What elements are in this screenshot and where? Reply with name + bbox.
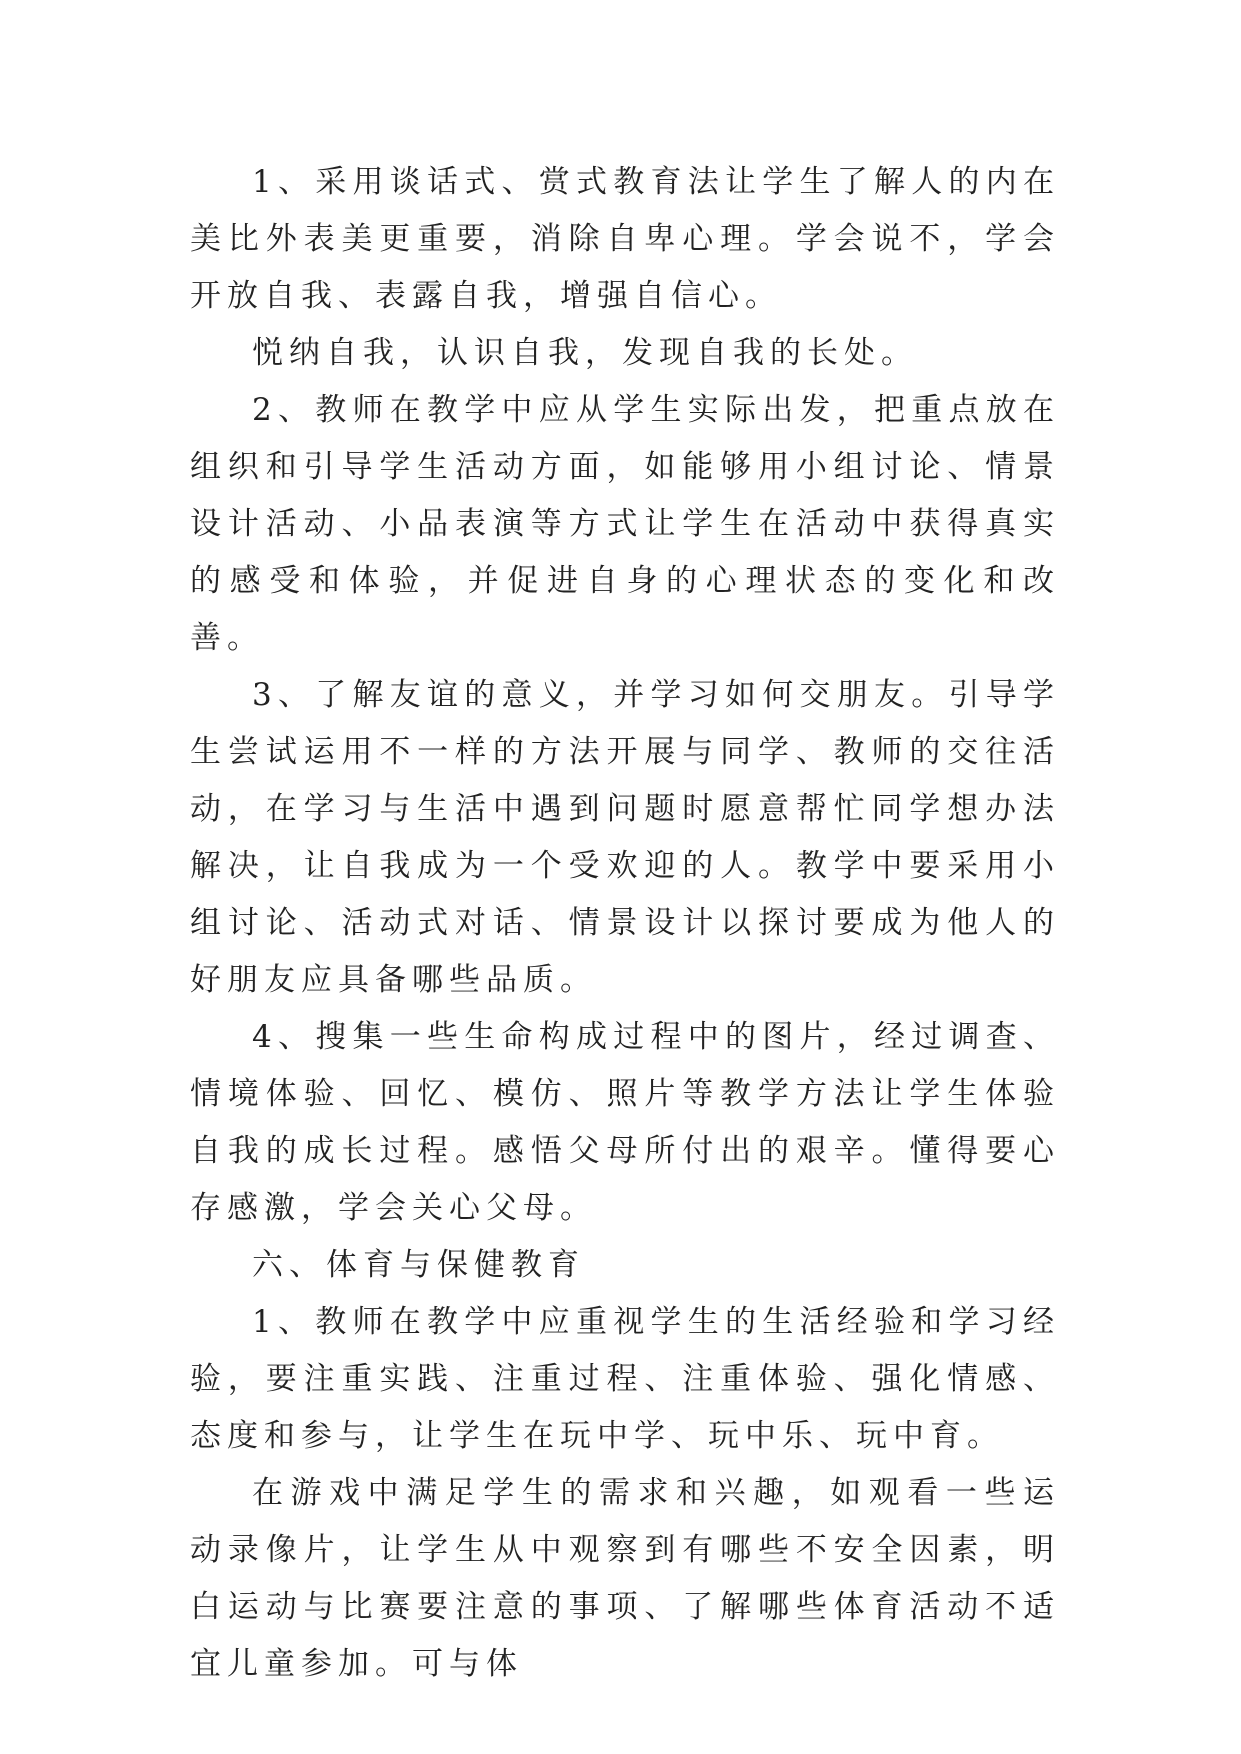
paragraph-games-safety: 在游戏中满足学生的需求和兴趣，如观看一些运动录像片，让学生从中观察到有哪些不安全因素，明白运动与比赛要注意的事项、了解哪些体育活动不适宜儿童参加。可与体 [190, 1475, 1060, 1682]
paragraph-self-esteem: 1、采用谈话式、赏式教育法让学生了解人的内在美比外表美更重要，消除自卑心理。学会说不，学会开放自我、表露自我，增强自信心。 [190, 164, 1060, 314]
document-body [190, 154, 1060, 1693]
paragraph-growth-experience: 4、搜集一些生命构成过程中的图片，经过调查、情境体验、回忆、模仿、照片等教学方法让学生体验自我的成长过程。感悟父母所付出的艰辛。懂得要心存感激，学会关心父母。 [190, 1019, 1060, 1226]
paragraph-activity-teaching: 2、教师在教学中应从学生实际出发，把重点放在组织和引导学生活动方面，如能够用小组讨论、情景设计活动、小品表演等方式让学生在活动中获得真实的感受和体验，并促进自身的心理状态的变化和改善。 [190, 392, 1060, 656]
section-heading-pe-health: 六、体育与保健教育 [252, 1247, 585, 1283]
paragraph-friendship: 3、了解友谊的意义，并学习如何交朋友。引导学生尝试运用不一样的方法开展与同学、教师的交往活动，在学习与生活中遇到问题时愿意帮忙同学想办法解决，让自我成为一个受欢迎的人。教学中要采用小组讨论、活动式对话、情景设计以探讨要成为他人的好朋友应具备哪些品质。 [190, 677, 1060, 998]
paragraph-pe-experience: 1、教师在教学中应重视学生的生活经验和学习经验，要注重实践、注重过程、注重体验、强化情感、态度和参与，让学生在玩中学、玩中乐、玩中育。 [190, 1304, 1060, 1454]
paragraph-self-acceptance: 悦纳自我，认识自我，发现自我的长处。 [252, 335, 918, 371]
